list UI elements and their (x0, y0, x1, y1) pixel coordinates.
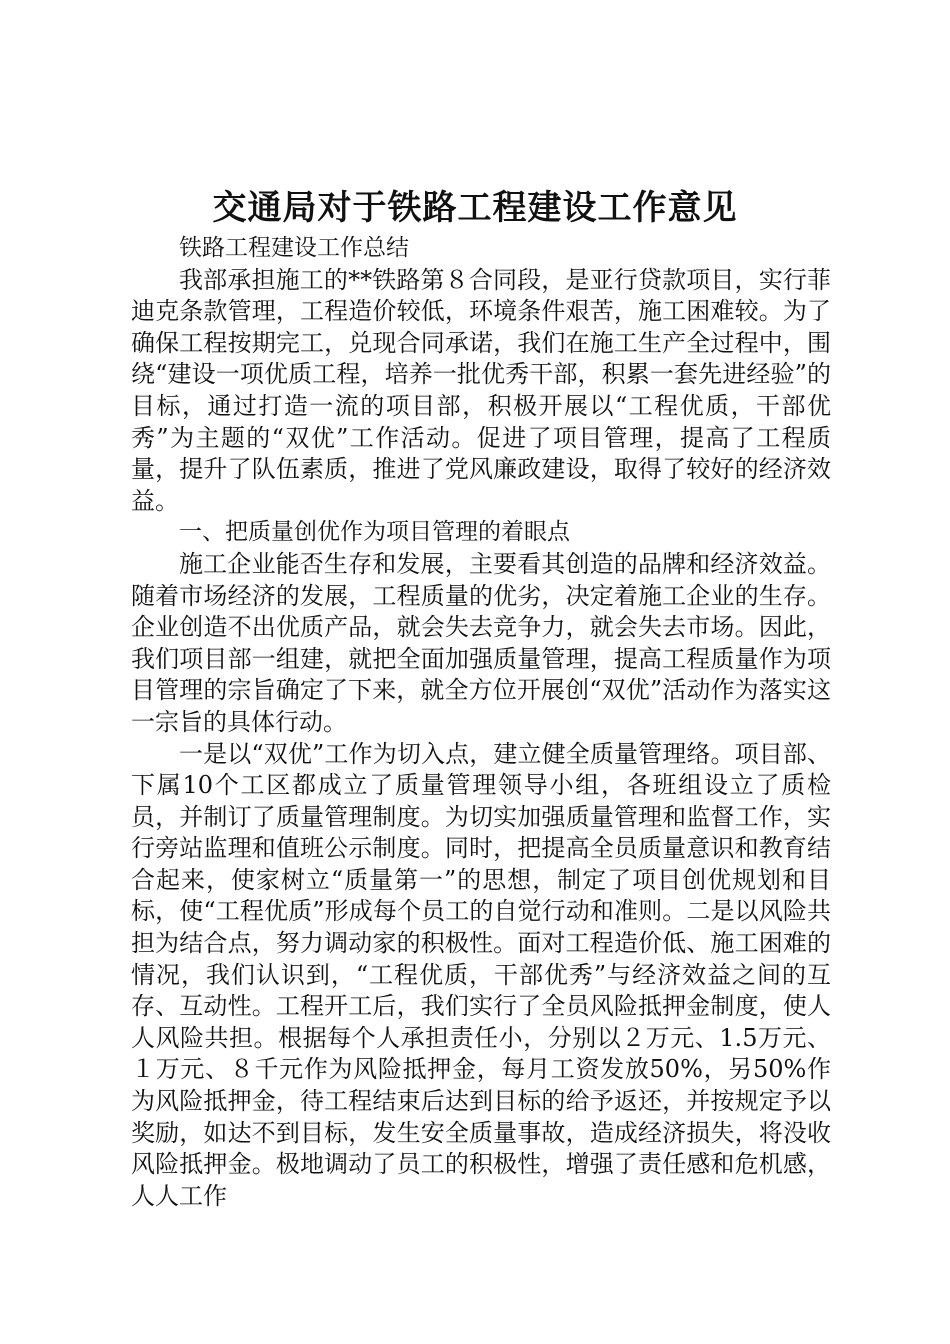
subtitle-paragraph: 铁路工程建设工作总结 (179, 235, 409, 261)
intro-paragraph: 我部承担施工的**铁路第８合同段，是亚行贷款项目，实行菲迪克条款管理，工程造价较低，环境条件艰苦，施工困难较。为了确保工程按期完工，兑现合同承诺，我们在施工生产全过程中，围绕“建设一项优质工程，培养一批优秀干部，积累一套先进经验”的目标，通过打造一流的项目部，积极开展以“工程优质，干部优秀”为主题的“双优”工作活动。促进了项目管理，提高了工程质量，提升了队伍素质，推进了党风廉政建设，取得了较好的经济效益。 (131, 265, 831, 515)
section-heading: 一、把质量创优作为项目管理的着眼点 (179, 519, 570, 546)
body-paragraph: 施工企业能否生存和发展，主要看其创造的品牌和经济效益。随着市场经济的发展，工程质量的优劣，决定着施工企业的生存。企业创造不出优质产品，就会失去竞争力，就会失去市场。因此，我们项目部一组建，就把全面加强质量管理，提高工程质量作为项目管理的宗旨确定了下来，就全方位开展创“双优”活动作为落实这一宗旨的具体行动。 (131, 549, 831, 736)
body-paragraph: 一是以“双优”工作为切入点，建立健全质量管理络。项目部、下属10个工区都成立了质量管理领导小组，各班组设立了质检员，并制订了质量管理制度。为切实加强质量管理和监督工作，实行旁站监理和值班公示制度。同时，把提高全员质量意识和教育结合起来，使家树立“质量第一”的思想，制定了项目创优规划和目标，使“工程优质”形成每个员工的自觉行动和准则。二是以风险共担为结合点，努力调动家的积极性。面对工程造价低、施工困难的情况，我们认识到，“工程优质，干部优秀”与经济效益之间的互存、互动性。工程开工后，我们实行了全员风险抵押金制度，使人人风险共担。根据每个人承担责任小，分别以２万元、1.5万元、１万元、８千元作为风险抵押金，每月工资发放50%，另50%作为风险抵押金，待工程结束后达到目标的给予返还，并按规定予以奖励，如达不到目标，发生安全质量事故，造成经济损失，将没收风险抵押金。极地调动了员工的积极性，增强了责任感和危机感，人人工作 (131, 739, 831, 1210)
document-title: 交通局对于铁路工程建设工作意见 (212, 188, 738, 228)
document-body (131, 233, 831, 1212)
